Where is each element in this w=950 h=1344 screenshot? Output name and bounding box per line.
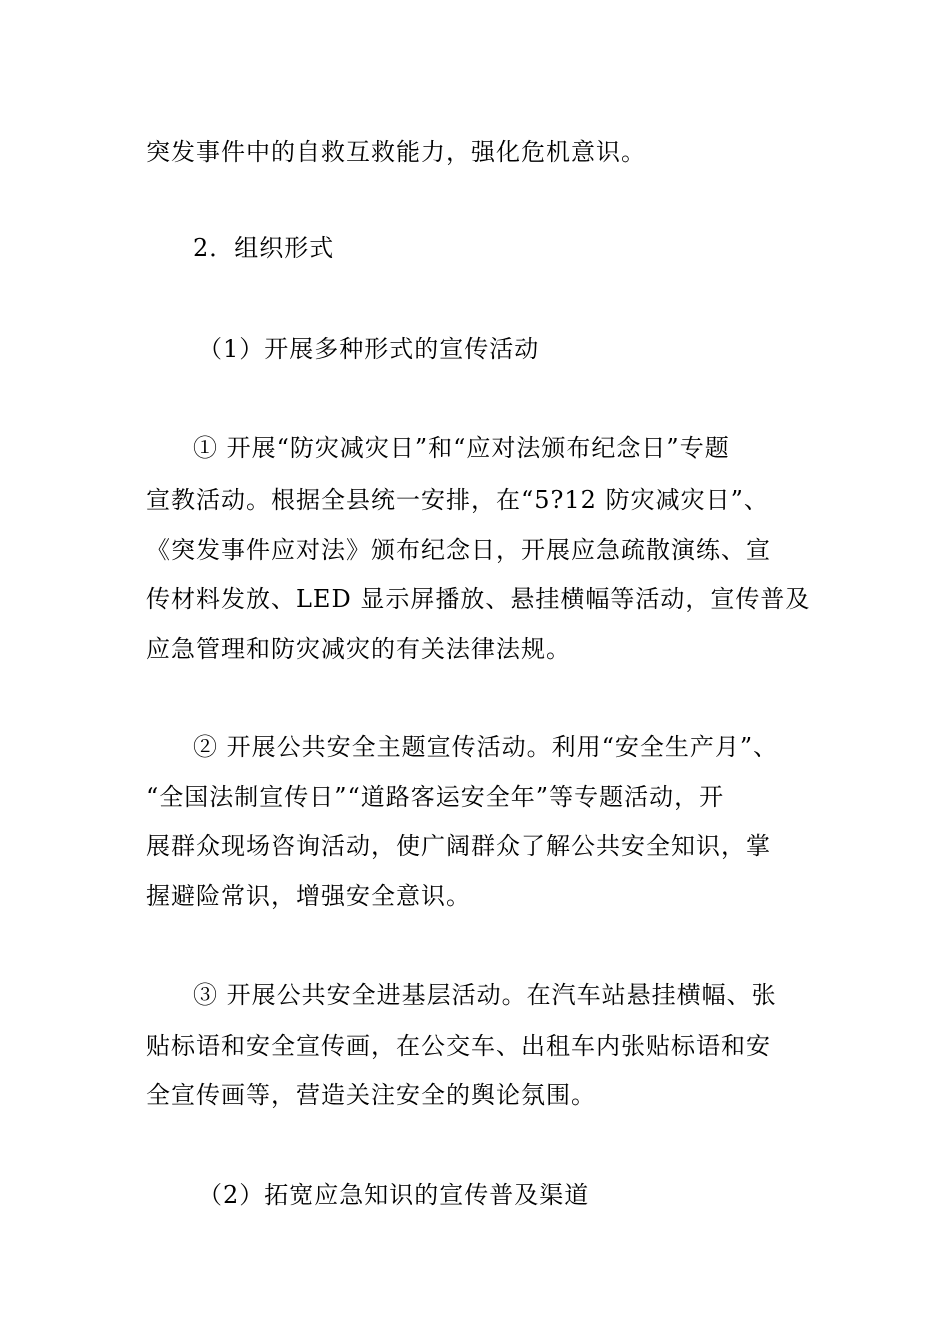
paragraph-line: “全国法制宣传日”“道路客运安全年”等专题活动，开: [146, 783, 725, 811]
section-heading: 2．组织形式: [193, 234, 335, 262]
subsection-heading: （2）拓宽应急知识的宣传普及渠道: [198, 1181, 590, 1209]
paragraph-line: 宣教活动。根据全县统一安排，在“5?12 防灾减灾日”、: [146, 486, 769, 514]
paragraph-line: ① 开展“防灾减灾日”和“应对法颁布纪念日”专题: [193, 434, 730, 462]
paragraph-line: 《突发事件应对法》颁布纪念日，开展应急疏散演练、宣: [146, 536, 771, 564]
paragraph-line: ② 开展公共安全主题宣传活动。利用“安全生产月”、: [193, 733, 779, 761]
paragraph-line: 传材料发放、LED 显示屏播放、悬挂横幅等活动，宣传普及: [146, 585, 811, 613]
paragraph-line: 贴标语和安全宣传画，在公交车、出租车内张贴标语和安: [146, 1032, 771, 1060]
paragraph-line: 应急管理和防灾减灾的有关法律法规。: [146, 635, 571, 663]
paragraph-line: 展群众现场咨询活动，使广阔群众了解公共安全知识，掌: [146, 832, 771, 860]
paragraph-line: 突发事件中的自救互救能力，强化危机意识。: [146, 138, 646, 166]
subsection-heading: （1）开展多种形式的宣传活动: [198, 335, 540, 363]
paragraph-line: ③ 开展公共安全进基层活动。在汽车站悬挂横幅、张: [193, 981, 777, 1009]
paragraph-line: 全宣传画等，营造关注安全的舆论氛围。: [146, 1081, 596, 1109]
paragraph-line: 握避险常识，增强安全意识。: [146, 882, 471, 910]
